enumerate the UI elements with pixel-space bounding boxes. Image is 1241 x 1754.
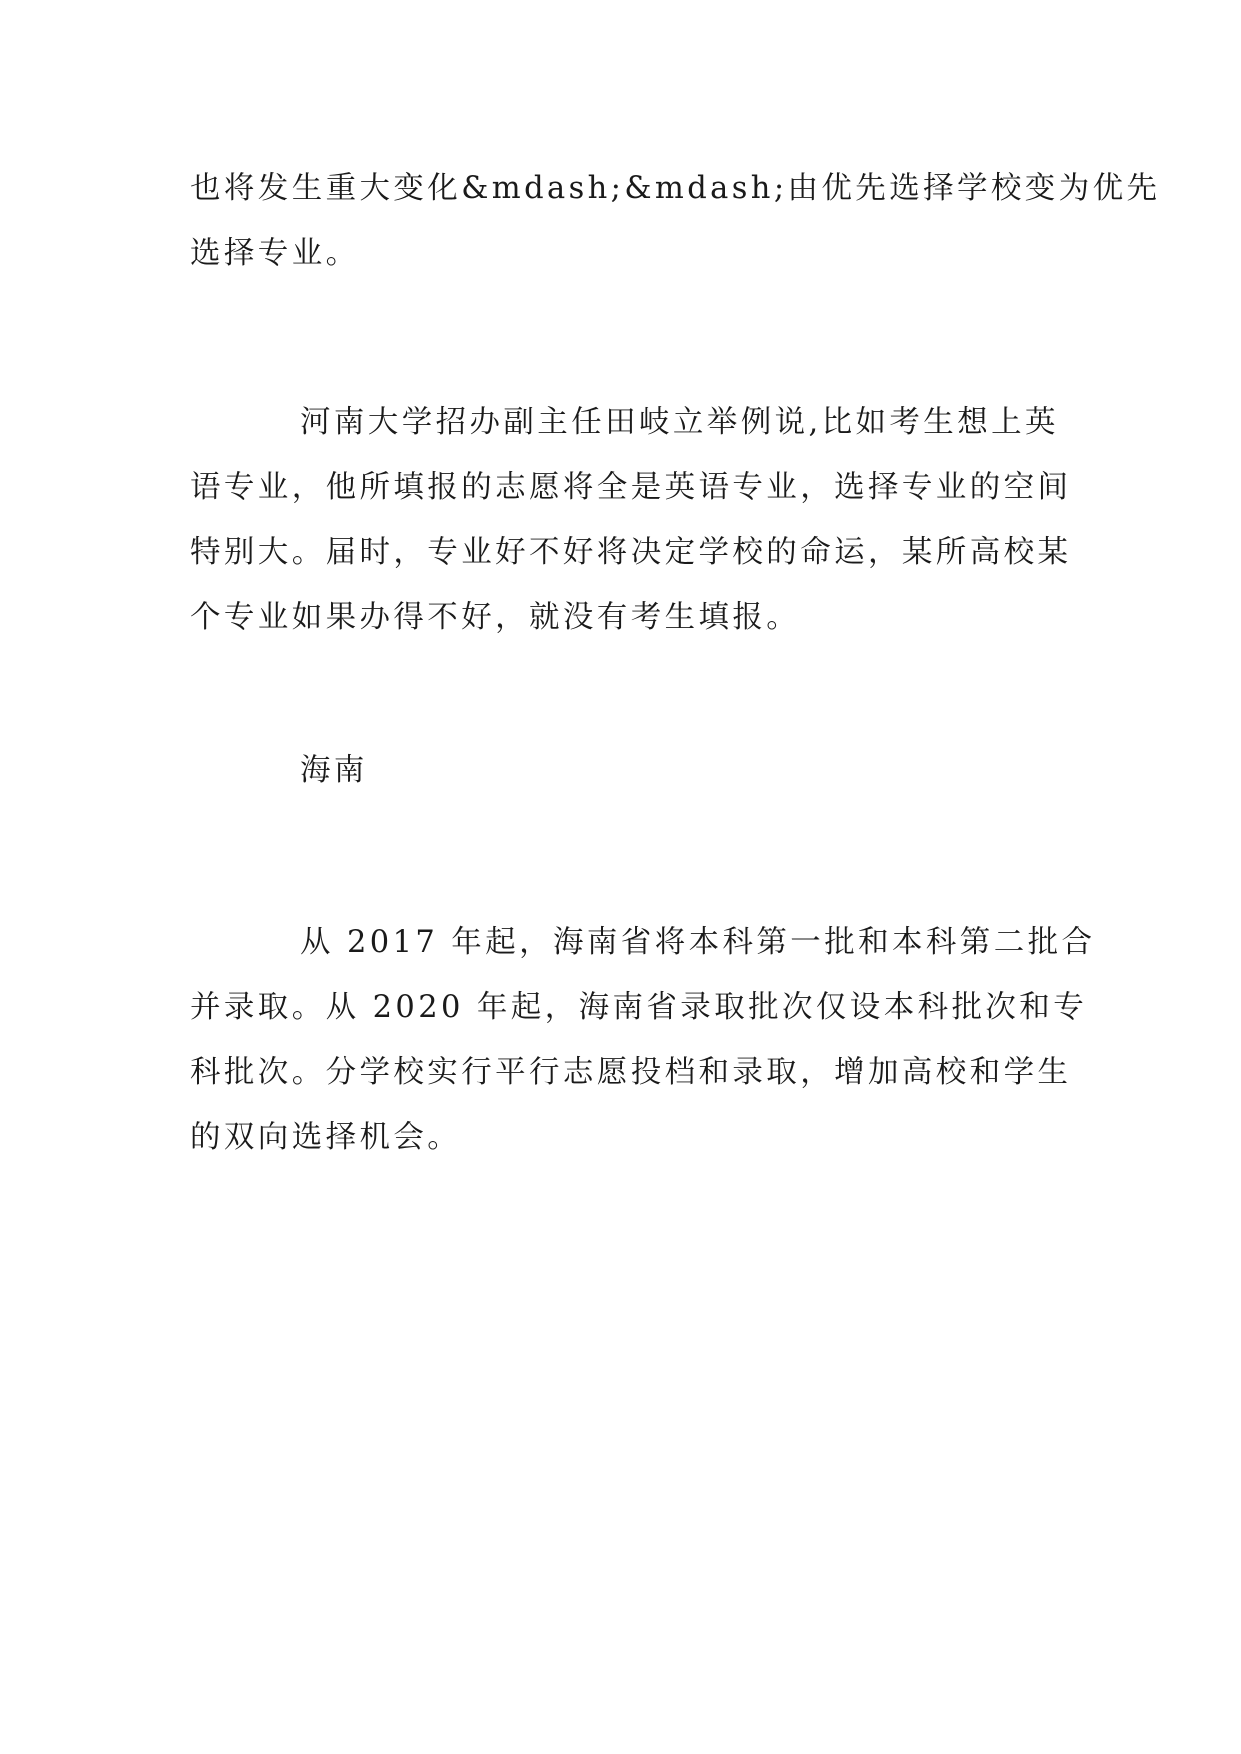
section-heading-hainan bbox=[190, 738, 1055, 803]
paragraph-henan bbox=[190, 390, 1072, 650]
text-line: 也将发生重大变化&mdash;&mdash;由优先选择学校变为优先 bbox=[190, 171, 1161, 206]
text-line: 并录取。从 2020 年起，海南省录取批次仅设本科批次和专 bbox=[190, 990, 1088, 1025]
text-line: 特别大。届时，专业好不好将决定学校的命运，某所高校某 bbox=[190, 535, 1072, 570]
text-line: 选择专业。 bbox=[190, 236, 360, 271]
paragraph-continuation bbox=[190, 156, 1161, 286]
text-line: 从 2017 年起，海南省将本科第一批和本科第二批合 bbox=[300, 925, 1096, 960]
paragraph-hainan bbox=[190, 910, 1096, 1170]
text-line: 河南大学招办副主任田岐立举例说,比如考生想上英 bbox=[300, 405, 1059, 440]
text-line: 海南 bbox=[300, 753, 368, 788]
text-line: 的双向选择机会。 bbox=[190, 1120, 462, 1155]
text-line: 个专业如果办得不好，就没有考生填报。 bbox=[190, 600, 801, 635]
text-line: 科批次。分学校实行平行志愿投档和录取，增加高校和学生 bbox=[190, 1055, 1072, 1090]
text-line: 语专业，他所填报的志愿将全是英语专业，选择专业的空间 bbox=[190, 470, 1072, 505]
